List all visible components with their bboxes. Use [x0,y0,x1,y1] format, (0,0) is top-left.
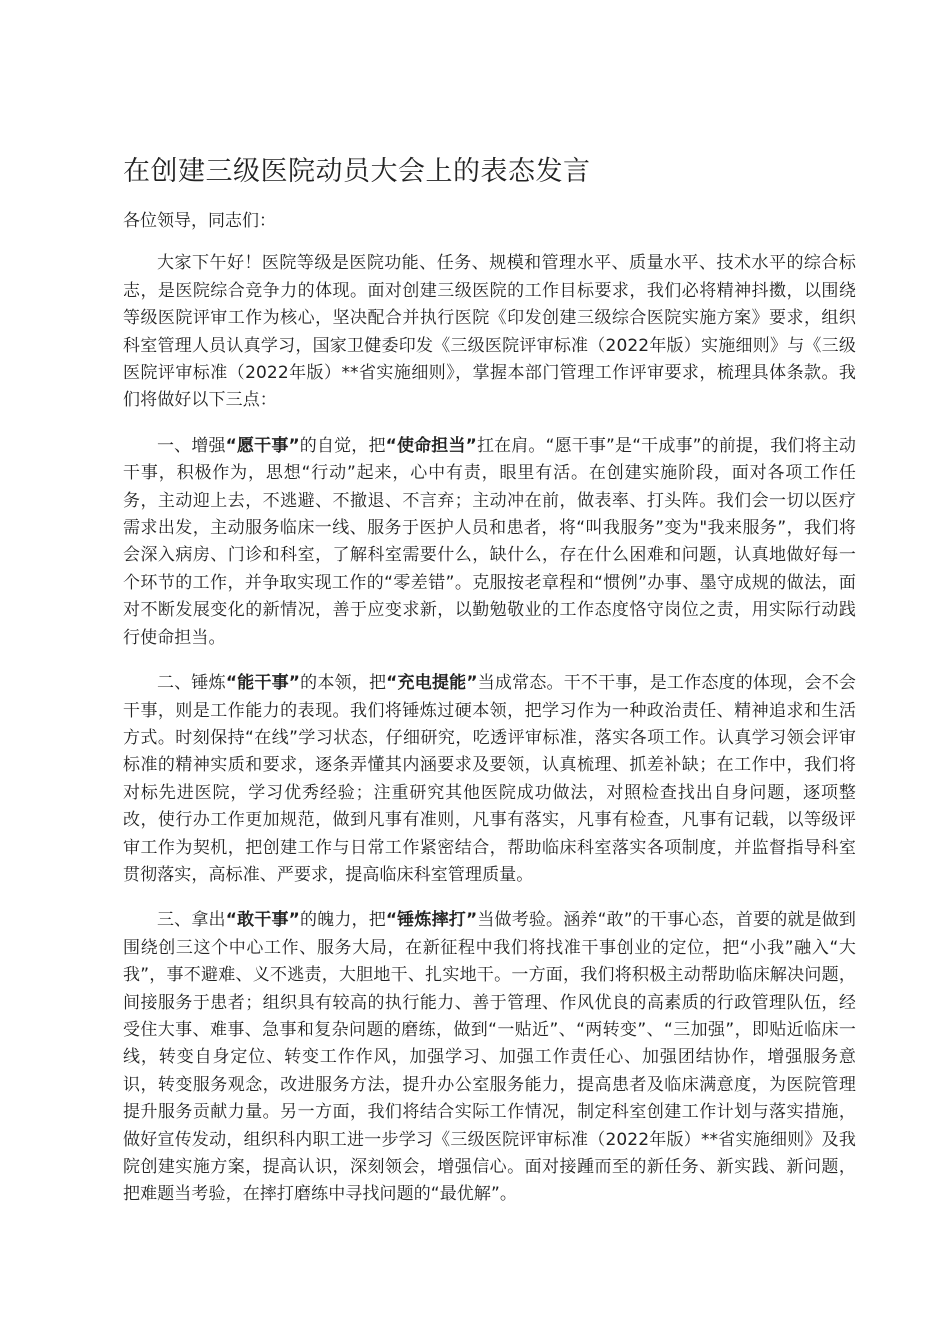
point-one-keyword-1: “愿干事” [225,435,300,456]
intro-paragraph: 大家下午好！医院等级是医院功能、任务、规模和管理水平、质量水平、技术水平的综合标志，是医院综合竞争力的体现。面对创建三级医院的工作目标要求，我们必将精神抖擞，以围绕等级医院评审工作为核心，坚决配合并执行医院《印发创建三级综合医院实施方案》要求，组织科室管理人员认真学习，国家卫健委印发《三级医院评审标准（2022年版）实施细则》与《三级医院评审标准（2022年版）**省实施细则》，掌握本部门管理工作评审要求，梳理具体条款。我们将做好以下三点： [123,253,856,411]
point-one-body: “愿干事”是“干成事”的前提，我们将主动干事，积极作为，思想“行动”起来，心中有责，眼里有活。在创建实施阶段，面对各项工作任务，主动迎上去，不逃避、不撤退、不言弃；主动冲在前，做表率、打头阵。我们会一切以医疗需求出发，主动服务临床一线、服务于医护人员和患者，将“叫我服务”变为"我来服务”，我们将会深入病房、门诊和科室，了解科室需要什么，缺什么，存在什么困难和问题，认真地做好每一个环节的工作，并争取实现工作的“零差错”。克服按老章程和“惯例”办事、墨守成规的做法，面对不断发展变化的新情况，善于应变求新，以勤勉敬业的工作态度恪守岗位之责，用实际行动践行使命担当。 [123,435,857,648]
point-one-keyword-2: “使命担当” [385,435,477,456]
point-three-body: 涵养“敢”的干事心态，首要的就是做到围绕创三这个中心工作、服务大局，在新征程中我们将找准干事创业的定位，把“小我”融入“大我”，事不避难、义不逃责，大胆地干、扎实地干。一方面，我们将积极主动帮助临床解决问题，间接服务于患者；组织具有较高的执行能力、善于管理、作风优良的高素质的行政管理队伍，经受住大事、难事、急事和复杂问题的磨练，做到“一贴近”、“两转变”、“三加强”，即贴近临床一线，转变自身定位、转变工作作风，加强学习、加强工作责任心、加强团结协作，增强服务意识，转变服务观念，改进服务方法，提升办公室服务能力，提高患者及临床满意度，为医院管理提升服务贡献力量。另一方面，我们将结合实际工作情况，制定科室创建工作计划与落实措施，做好宣传发动，组织科内职工进一步学习《三级医院评审标准（2022年版）**省实施细则》及我院创建实施方案，提高认识，深刻领会，增强信心。面对接踵而至的新任务、新实践、新问题，把难题当考验，在摔打磨练中寻找问题的“最优解”。 [123,910,857,1205]
salutation: 各位领导，同志们： [123,211,276,231]
point-two-paragraph [123,670,856,889]
point-three-keyword-1: “敢干事” [225,910,300,931]
point-two-prefix: 二、锤炼 [157,673,226,694]
point-one-prefix: 一、增强 [157,435,226,456]
point-two-heading-end: 当成常态。 [477,673,564,694]
point-one-paragraph [123,433,856,652]
point-two-keyword-2: “充电提能” [386,673,478,694]
point-three-heading-end: 当做考验。 [477,910,564,931]
point-two-keyword-1: “能干事” [225,673,301,694]
document-title: 在创建三级医院动员大会上的表态发言 [123,156,591,187]
point-three-mid: 的魄力，把 [299,910,386,931]
point-three-prefix: 三、拿出 [157,910,226,931]
point-one-mid: 的自觉，把 [299,435,386,456]
point-one-heading-end: 扛在肩。 [476,435,546,456]
document-page [123,150,856,1227]
point-two-mid: 的本领，把 [300,673,387,694]
point-three-keyword-2: “锤炼摔打” [385,910,478,931]
point-two-body: 干不干事，是工作态度的体现，会不会干事，则是工作能力的表现。我们将锤炼过硬本领，把学习作为一种政治责任、精神追求和生活方式。时刻保持“在线”学习状态，仔细研究，吃透评审标准，落实各项工作。认真学习领会评审标准的精神实质和要求，逐条弄懂其内涵要求及要领，认真梳理、抓差补缺；在工作中，我们将对标先进医院，学习优秀经验；注重研究其他医院成功做法，对照检查找出自身问题，逐项整改，使行办工作更加规范，做到凡事有准则，凡事有落实，凡事有检查，凡事有记载，以等级评审工作为契机，把创建工作与日常工作紧密结合，帮助临床科室落实各项制度，并监督指导科室贯彻落实，高标准、严要求，提高临床科室管理质量。 [123,673,857,885]
point-three-paragraph [123,907,856,1208]
